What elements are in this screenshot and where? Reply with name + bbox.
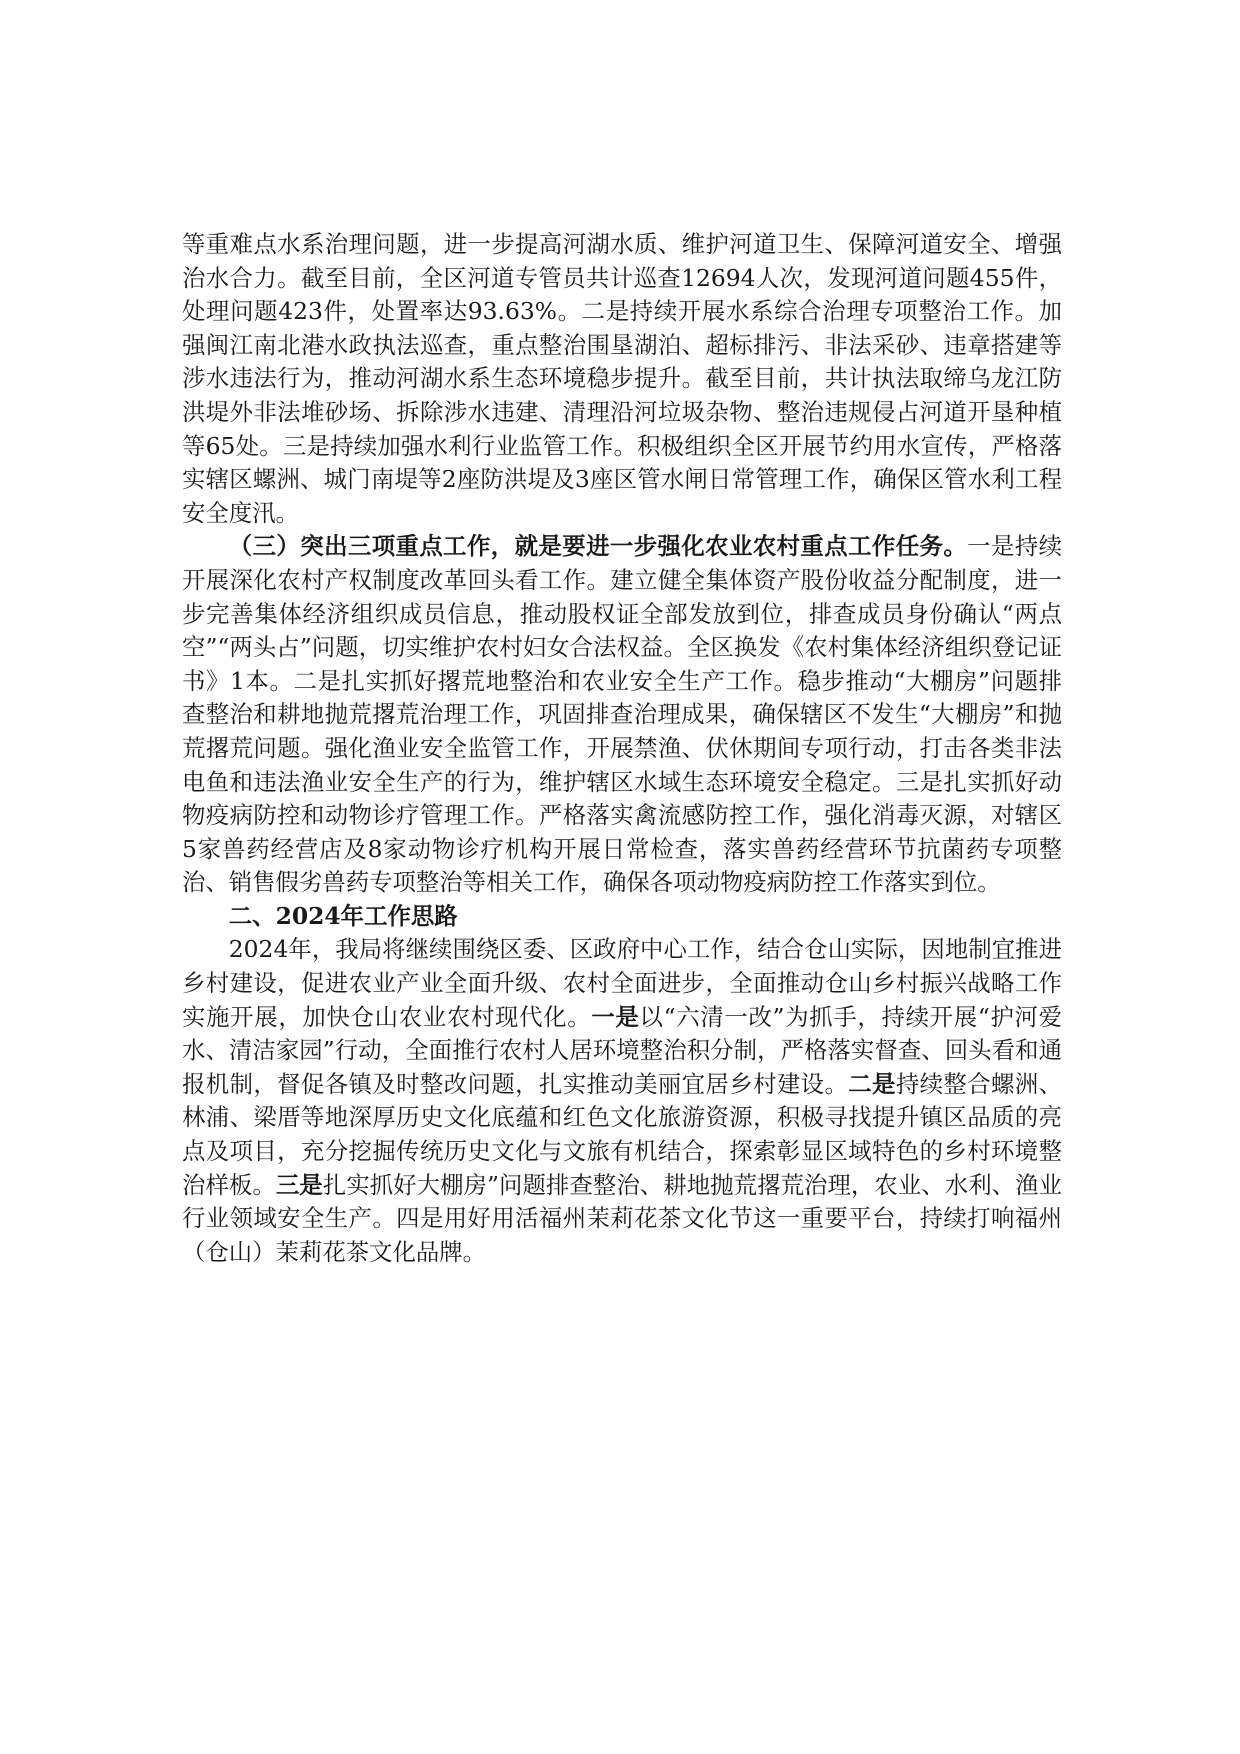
paragraph-2024-plan: [182, 933, 1062, 1269]
plan-point-1-text: 以“六清一改”为抓手，持续开展“护河爱水、清洁家园”行动，全面推行农村人居环境整治积分制，严格落实督查、回头看和通报机制，督促各镇及时整改问题，扎实推动美丽宜居乡村建设。: [182, 1002, 1063, 1098]
plan-point-3-text: 扎实抓好大棚房”问题排查整治、耕地抛荒撂荒治理，农业、水利、渔业行业领域安全生产。四是用好用活福州茉莉花茶文化节这一重要平台，持续打响福州（仓山）茉莉花茶文化品牌。: [182, 1170, 1062, 1266]
document-page: [182, 228, 1062, 1269]
plan-point-1-marker: 一是: [591, 1002, 640, 1031]
paragraph-water-governance: 等重难点水系治理问题，进一步提高河湖水质、维护河道卫生、保障河道安全、增强治水合力。截至目前，全区河道专管员共计巡查12694人次，发现河道问题455件，处理问题423件，处置率达93.63%。二是持续开展水系综合治理专项整治工作。加强闽江南北港水政执法巡查，重点整治围垦湖泊、超标排污、非法采砂、违章搭建等涉水违法行为，推动河湖水系生态环境稳步提升。截至目前，共计执法取缔乌龙江防洪堤外非法堆砂场、拆除涉水违建、清理沿河垃圾杂物、整治违规侵占河道开垦种植等65处。三是持续加强水利行业监管工作。积极组织全区开展节约用水宣传，严格落实辖区螺洲、城门南堤等2座防洪堤及3座区管水闸日常管理工作，确保区管水利工程安全度汛。: [182, 230, 1062, 527]
paragraph-lead-bold: （三）突出三项重点工作，就是要进一步强化农业农村重点工作任务。: [228, 532, 968, 561]
plan-intro: 2024年，我局将继续围绕区委、区政府中心工作，结合仓山实际，因地制宜推进乡村建设，促进农业产业全面升级、农村全面进步，全面推动仓山乡村振兴战略工作实施开展，加快仓山农业农村现代化。: [182, 935, 1062, 1031]
plan-point-3-marker: 三是: [275, 1170, 323, 1199]
paragraph-body: 一是持续开展深化农村产权制度改革回头看工作。建立健全集体资产股份收益分配制度，进一步完善集体经济组织成员信息，推动股权证全部发放到位，排查成员身份确认“两点空”“两头占”问题，切实维护农村妇女合法权益。全区换发《农村集体经济组织登记证书》1本。二是扎实抓好撂荒地整治和农业安全生产工作。稳步推动“大棚房”问题排查整治和耕地抛荒撂荒治理工作，巩固排查治理成果，确保辖区不发生“大棚房”和抛荒撂荒问题。强化渔业安全监管工作，开展禁渔、伏休期间专项行动，打击各类非法电鱼和违法渔业安全生产的行为，维护辖区水域生态环境安全稳定。三是扎实抓好动物疫病防控和动物诊疗管理工作。严格落实禽流感防控工作，强化消毒灭源，对辖区5家兽药经营店及8家动物诊疗机构开展日常检查，落实兽药经营环节抗菌药专项整治、销售假劣兽药专项整治等相关工作，确保各项动物疫病防控工作落实到位。: [182, 532, 1063, 897]
section-heading-2024-plan: 二、2024年工作思路: [228, 901, 458, 930]
plan-point-2-text: 持续整合螺洲、林浦、梁厝等地深厚历史文化底蕴和红色文化旅游资源，积极寻找提升镇区品质的亮点及项目，充分挖掘传统历史文化与文旅有机结合，探索彰显区域特色的乡村环境整治样板。: [182, 1069, 1063, 1199]
plan-point-2-marker: 二是: [848, 1069, 896, 1098]
paragraph-three-key-tasks: [182, 530, 1062, 900]
